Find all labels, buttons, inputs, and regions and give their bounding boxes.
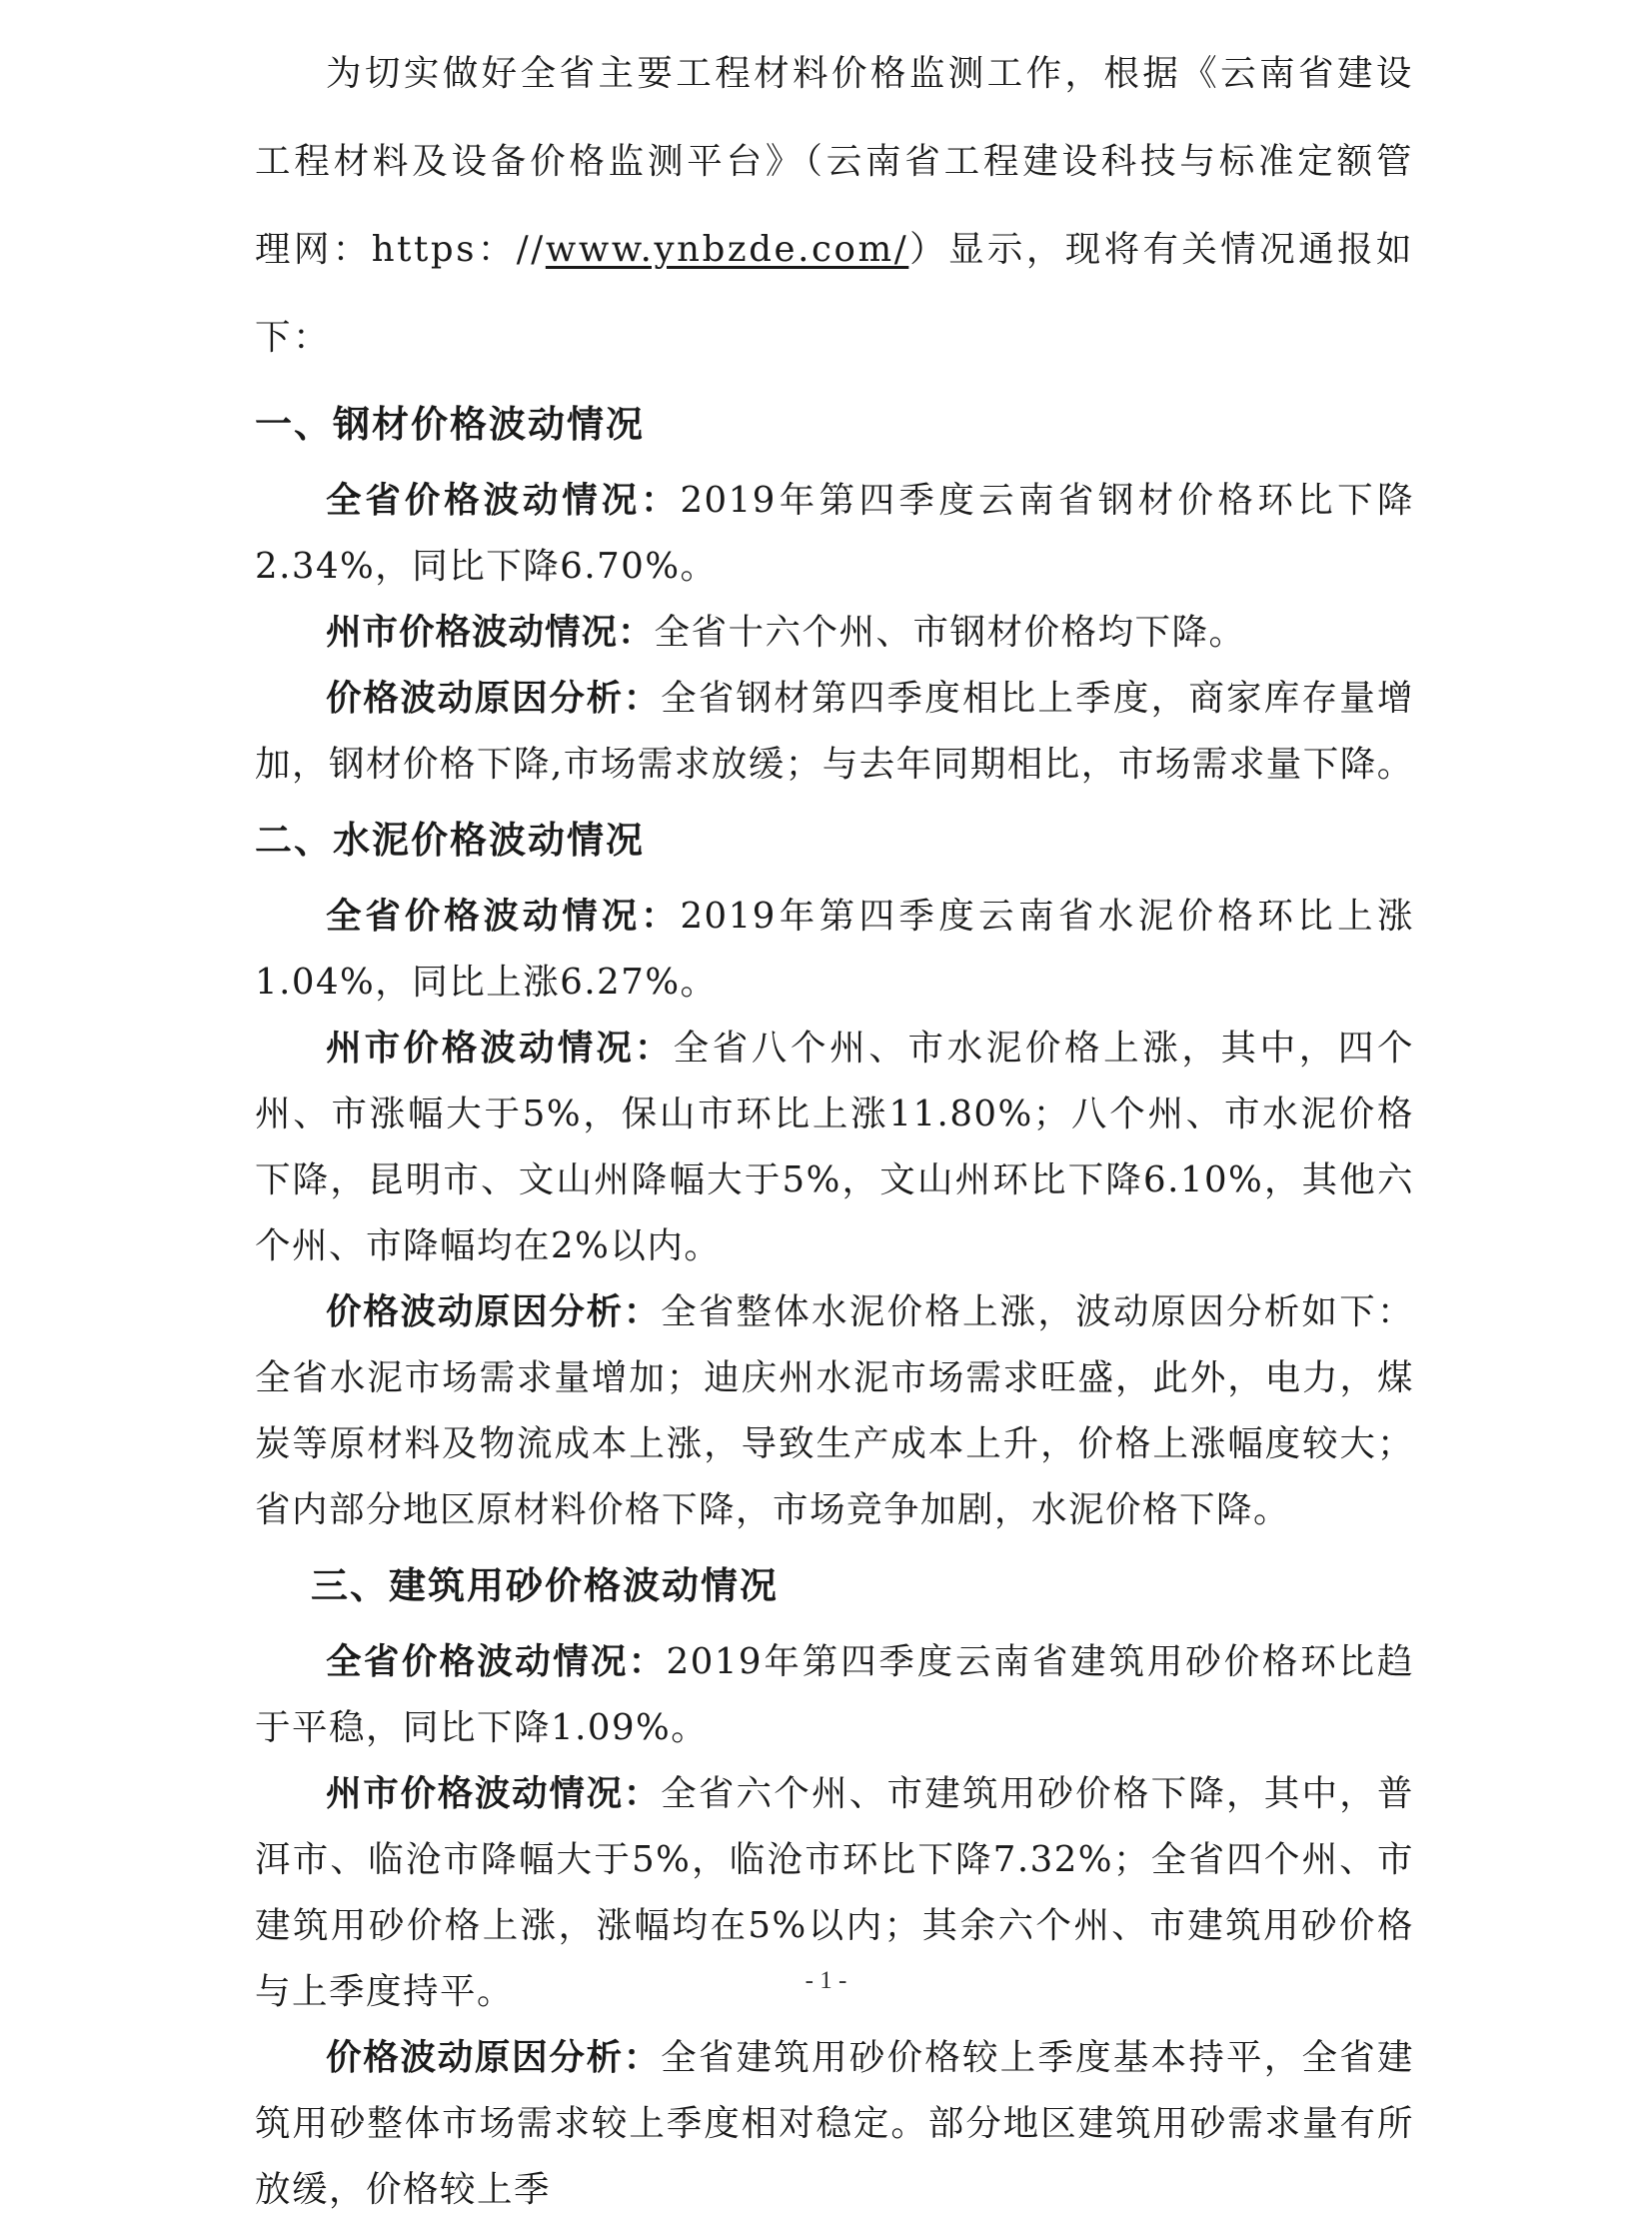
section-heading-sand: 三、建筑用砂价格波动情况 [311,1564,779,1607]
cement-reason-paragraph [255,1279,1414,1543]
paragraph-text: 2019年第四季度云南省建筑用砂价格环比趋于平稳，同比下降1.09%。 [255,1641,1414,1748]
paragraph-text: 全省十六个州、市钢材价格均下降。 [654,612,1246,653]
paragraph-text: 全省建筑用砂价格较上季度基本持平，全省建筑用砂整体市场需求较上季度相对稳定。部分地区建筑用砂需求量有所放缓，价格较上季 [255,2037,1414,2210]
paragraph-text: 全省六个州、市建筑用砂价格下降，其中，普洱市、临沧市降幅大于5%，临沧市环比下降7.32%；全省四个州、市建筑用砂价格上涨，涨幅均在5%以内；其余六个州、市建筑用砂价格与上季度持平。 [255,1773,1414,2012]
website-link[interactable]: www.ynbzde.com/ [545,229,909,270]
paragraph-text: 2019年第四季度云南省水泥价格环比上涨1.04%，同比上涨6.27%。 [255,896,1414,1003]
intro-text-part2: ）显示，现将有关情况通报如下： [255,229,1414,358]
intro-paragraph [255,30,1414,382]
document-page [255,30,1414,2223]
cement-city-paragraph [255,1016,1414,1279]
paragraph-label: 全省价格波动情况： [326,480,681,521]
intro-text-part1: 为切实做好全省主要工程材料价格监测工作，根据《云南省建设工程材料及设备价格监测平台》（云南省工程建设科技与标准定额管理网：https：// [255,53,1414,270]
paragraph-label: 全省价格波动情况： [326,896,681,937]
paragraph-label: 价格波动原因分析： [326,2037,662,2078]
section-heading-cement: 二、水泥价格波动情况 [255,819,645,862]
steel-city-paragraph [255,600,1414,666]
sand-province-paragraph [255,1629,1414,1761]
section-heading-steel: 一、钢材价格波动情况 [255,403,645,446]
steel-reason-paragraph [255,666,1414,798]
paragraph-label: 全省价格波动情况： [326,1641,667,1682]
cement-province-paragraph [255,884,1414,1016]
paragraph-label: 价格波动原因分析： [326,678,662,719]
paragraph-label: 价格波动原因分析： [326,1291,662,1332]
sand-reason-paragraph [255,2025,1414,2223]
page-number: - 1 - [805,1967,847,1994]
paragraph-text: 全省整体水泥价格上涨，波动原因分析如下：全省水泥市场需求量增加；迪庆州水泥市场需求旺盛，此外，电力，煤炭等原材料及物流成本上涨，导致生产成本上升，价格上涨幅度较大；省内部分地区原材料价格下降，市场竞争加剧，水泥价格下降。 [255,1291,1414,1530]
steel-province-paragraph [255,468,1414,600]
paragraph-text: 全省八个州、市水泥价格上涨，其中，四个州、市涨幅大于5%，保山市环比上涨11.80%；八个州、市水泥价格下降，昆明市、文山州降幅大于5%，文山州环比下降6.10%，其他六个州、市降幅均在2%以内。 [255,1028,1414,1266]
paragraph-label: 州市价格波动情况： [326,1773,662,1814]
paragraph-label: 州市价格波动情况： [326,612,655,653]
paragraph-text: 2019年第四季度云南省钢材价格环比下降2.34%，同比下降6.70%。 [255,480,1414,587]
paragraph-label: 州市价格波动情况： [326,1028,674,1069]
paragraph-text: 全省钢材第四季度相比上季度，商家库存量增加，钢材价格下降,市场需求放缓；与去年同期相比，市场需求量下降。 [255,678,1414,785]
